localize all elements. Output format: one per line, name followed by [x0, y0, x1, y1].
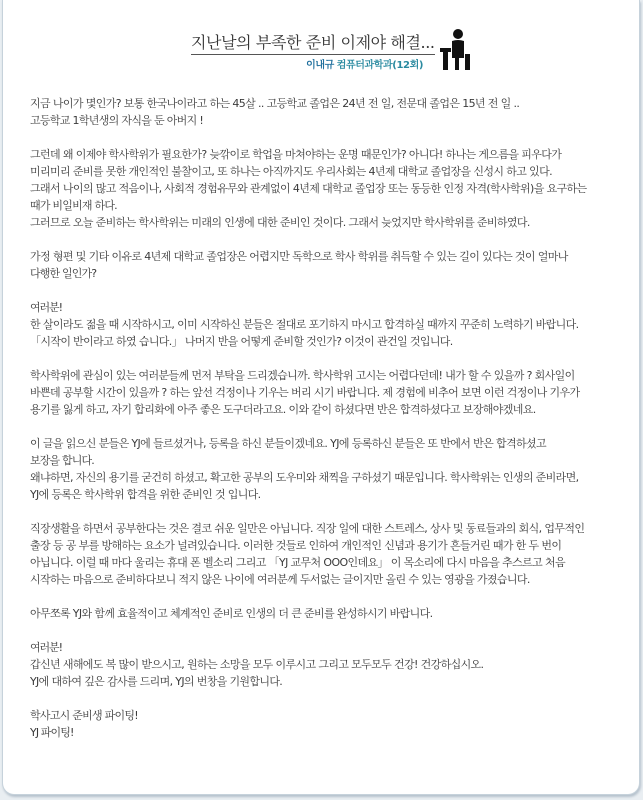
text-line: 그러므로 오늘 준비하는 학사학위는 미래의 인생에 대한 준비인 것이다. 그래서 늦었지만 학사학위를 준비하였다.: [30, 216, 530, 229]
author-department: 컴퓨터과학과(12회): [336, 60, 423, 71]
text-line: 왜냐하면, 자신의 용기를 굳건히 하셨고, 확고한 공부의 도우미와 채찍을 구하셨기 때문입니다. 학사학위는 인생의 준비라면,: [30, 471, 579, 484]
text-line: 때가 비일비재 하다.: [30, 199, 117, 212]
person-at-podium-icon: [439, 28, 471, 72]
text-line: 학사고시 준비생 파이팅!: [30, 709, 138, 722]
author-name: 이내규: [306, 60, 334, 71]
paragraph: [30, 146, 620, 231]
paragraph: [30, 605, 620, 622]
text-line: YJ에 등록은 학사학위 합격을 위한 준비인 것 입니다.: [30, 488, 261, 501]
author-line: [306, 56, 423, 71]
text-line: 아무쪼록 YJ와 함께 효율적이고 체계적인 준비로 인생의 더 큰 준비를 완성하시기 바랍니다.: [30, 607, 433, 620]
paragraph: [30, 639, 620, 690]
paragraph: [30, 707, 620, 741]
article-header: [3, 28, 639, 78]
paragraph: [30, 520, 620, 588]
text-line: 용기를 잃게 하고, 자기 합리화에 아주 좋은 도구더라고요. 이와 같이 하셨다면 반은 합격하셨다고 보장해야겠네요.: [30, 403, 536, 416]
text-line: 이 글을 읽으신 분들은 YJ에 들르셨거나, 등록을 하신 분들이겠네요. YJ에 등록하신 분들은 또 반에서 반은 합격하셨고: [30, 437, 546, 450]
text-line: 여러분!: [30, 301, 62, 314]
text-line: 「시작이 반이라고 하였 습니다.」 나머지 반을 어떻게 준비할 것인가? 이것이 관건일 것입니다.: [30, 335, 453, 348]
text-line: 여러분!: [30, 641, 62, 654]
text-line: 출장 등 공 부를 방해하는 요소가 널려있습니다. 이러한 것들로 인하여 개인적인 신념과 용기가 흔들거린 때가 한 두 번이: [30, 539, 562, 552]
text-line: 직장생활을 하면서 공부한다는 것은 결코 쉬운 일만은 아닙니다. 직장 일에 대한 스트레스, 상사 및 동료들과의 회식, 업무적인: [30, 522, 585, 535]
text-line: 다행한 일인가?: [30, 267, 97, 280]
text-line: 가정 형편 및 기타 이유로 4년제 대학교 졸업장은 어렵지만 독학으로 학사 학위를 취득할 수 있는 길이 있다는 것이 얼마나: [30, 250, 568, 263]
paragraph: [30, 299, 620, 350]
article-frame: [2, 0, 640, 795]
text-line: 지금 나이가 몇인가? 보통 한국나이라고 하는 45살 .. 고등학교 졸업은 24년 전 일, 전문대 졸업은 15년 전 일 ..: [30, 97, 520, 110]
text-line: 고등학교 1학년생의 자식을 둔 아버지 !: [30, 114, 204, 127]
text-line: 한 살이라도 젊을 때 시작하시고, 이미 시작하신 분들은 절대로 포기하지 마시고 합격하실 때까지 꾸준히 노력하기 바랍니다.: [30, 318, 579, 331]
paragraph: [30, 435, 620, 503]
text-line: 그런데 왜 이제야 학사학위가 필요한가? 늦깎이로 학업을 마쳐야하는 운명 때문인가? 아니다! 하나는 게으름을 피우다가: [30, 148, 562, 161]
text-line: 학사학위에 관심이 있는 여러분들께 먼저 부탁을 드리겠습니까. 학사학위 고시는 어렵다던데! 내가 할 수 있을까 ? 회사일이: [30, 369, 575, 382]
text-line: YJ에 대하여 깊은 감사를 드리며, YJ의 번창을 기원합니다.: [30, 675, 283, 688]
paragraph: [30, 95, 620, 129]
text-line: 갑신년 새해에도 복 많이 받으시고, 원하는 소망을 모두 이루시고 그리고 모두모두 건강! 건강하십시오.: [30, 658, 484, 671]
paragraph: [30, 248, 620, 282]
article-body: [30, 95, 620, 758]
text-line: 미리미리 준비를 못한 개인적인 불찰이고, 또 하나는 아직까지도 우리사회는 4년제 대학교 졸업장을 신성시 하고 있다.: [30, 165, 552, 178]
text-line: 보장을 합니다.: [30, 454, 94, 467]
text-line: 바쁜데 공부할 시간이 있을까 ? 하는 앞선 걱정이나 기우는 버리 시기 바랍니다. 제 경험에 비추어 보면 이런 걱정이나 기우가: [30, 386, 580, 399]
text-line: 시작하는 마음으로 준비하다보니 적지 않은 나이에 여러분께 두서없는 글이지만 올린 수 있는 영광을 가졌습니다.: [30, 573, 530, 586]
text-line: YJ 파이팅!: [30, 726, 74, 739]
article-title: 지난날의 부족한 준비 이제야 해결...: [191, 30, 435, 55]
text-line: 아닙니다. 이럴 때 마다 울리는 휴대 폰 벨소리 그리고 「YJ 교무처 OOO인데요」 이 목소리에 다시 마음을 추스르고 처음: [30, 556, 566, 569]
paragraph: [30, 367, 620, 418]
text-line: 그래서 나이의 많고 적음이나, 사회적 경험유무와 관계없이 4년제 대학교 졸업장 또는 동등한 인정 자격(학사학위)을 요구하는: [30, 182, 587, 195]
